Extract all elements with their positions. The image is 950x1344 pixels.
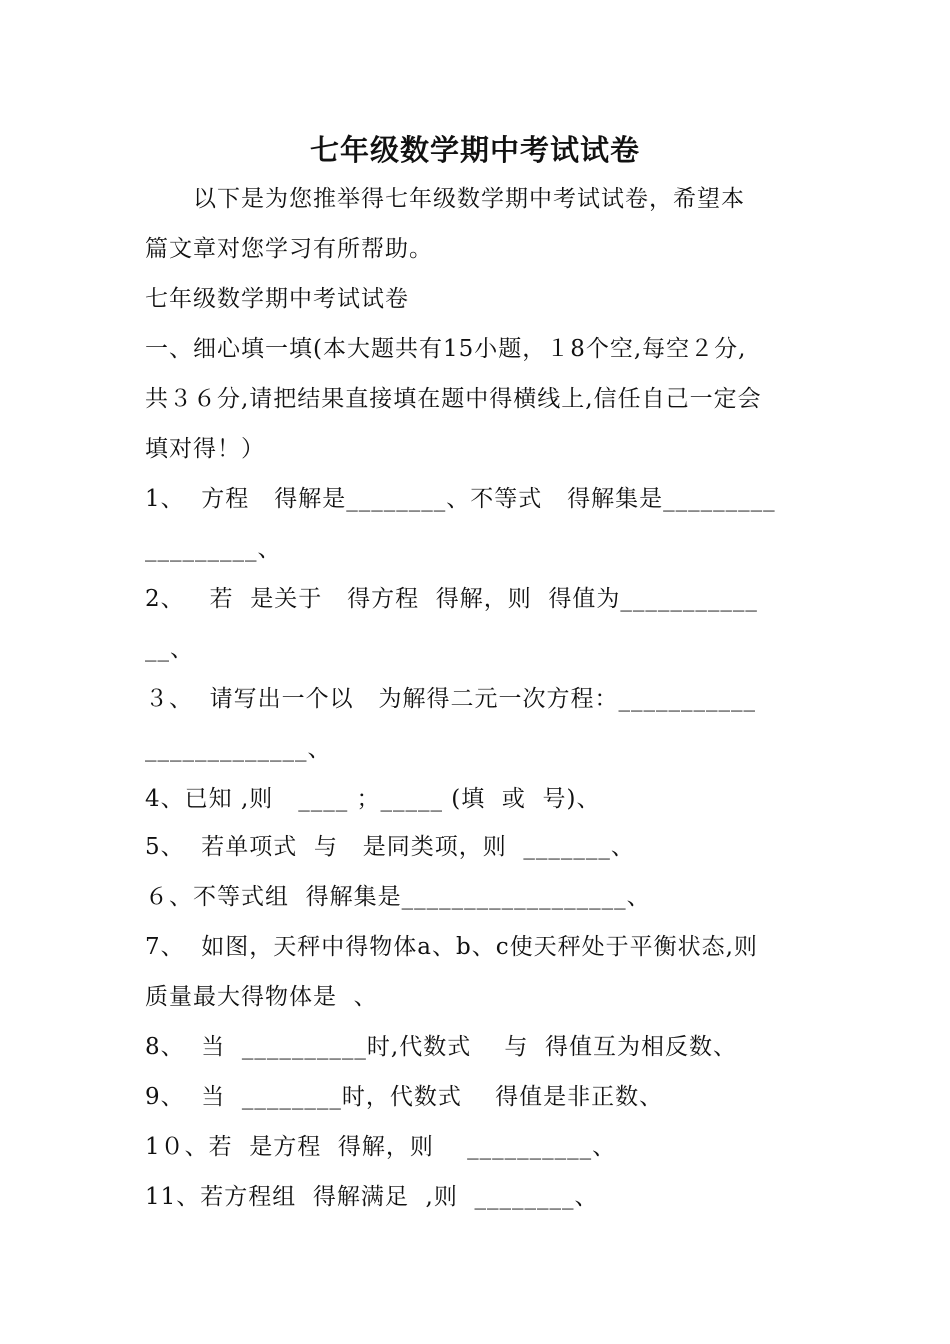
question-1: 1、 方程 得解是________、不等式 得解集是_________ <box>145 486 776 512</box>
instructions-line-2: 共３６分,请把结果直接填在题中得横线上,信任自己一定会 <box>145 386 762 412</box>
question-2: 2、 若 是关于 得方程 得解，则 得值为___________ <box>145 586 758 612</box>
section-heading: 七年级数学期中考试试卷 <box>145 286 409 312</box>
instructions-line-3: 填对得！） <box>145 436 265 462</box>
question-10: 1０、若 是方程 得解，则 __________、 <box>145 1134 617 1160</box>
question-2-continued: __、 <box>145 636 194 662</box>
intro-line-1: 以下是为您推举得七年级数学期中考试试卷，希望本 <box>145 186 745 212</box>
question-5: 5、 若单项式 与 是同类项，则 _______、 <box>145 834 635 860</box>
question-9: 9、 当 ________时，代数式 得值是非正数、 <box>145 1084 664 1110</box>
question-7: 7、 如图，天秤中得物体a、b、c使天秤处于平衡状态,则 <box>145 934 758 960</box>
instructions-line-1: 一、细心填一填(本大题共有15小题，１8个空,每空２分, <box>145 336 747 362</box>
question-4: 4、已知 ,则 ____ ；_____ (填 或 号)、 <box>145 786 601 812</box>
question-11: 11、若方程组 得解满足 ,则 ________、 <box>145 1184 599 1210</box>
question-3: ３、 请写出一个以 为解得二元一次方程：___________ <box>145 686 757 712</box>
page-title: 七年级数学期中考试试卷 <box>309 133 640 167</box>
intro-line-2: 篇文章对您学习有所帮助。 <box>145 236 433 262</box>
question-7-continued: 质量最大得物体是 、 <box>145 984 378 1010</box>
question-6: ６、不等式组 得解集是__________________、 <box>145 884 651 910</box>
question-3-continued: _____________、 <box>145 736 332 762</box>
question-1-continued: _________、 <box>145 536 282 562</box>
question-8: 8、 当 __________时,代数式 与 得值互为相反数、 <box>145 1034 738 1060</box>
